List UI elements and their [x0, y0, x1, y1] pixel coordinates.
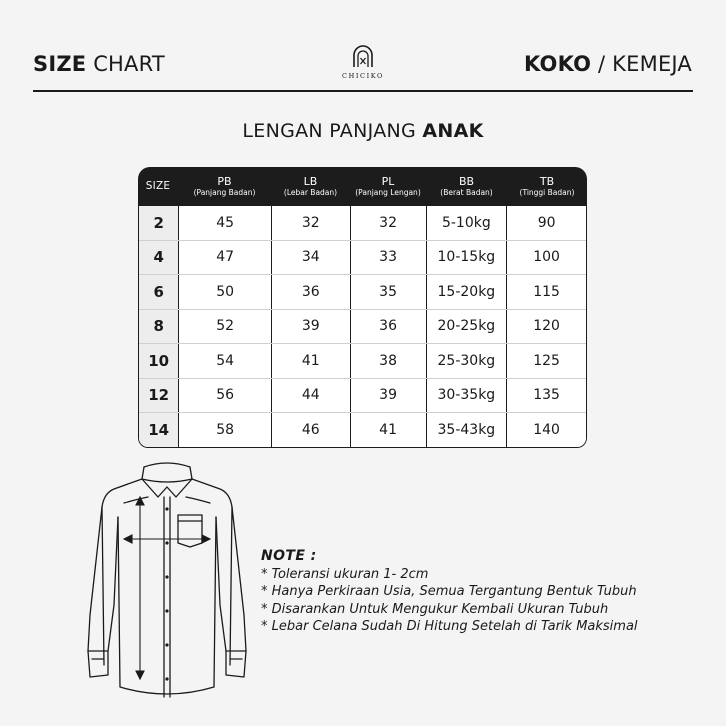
pl-cell: 32 — [351, 206, 427, 240]
note-title: NOTE : — [261, 548, 317, 564]
size-cell: 6 — [139, 275, 179, 309]
header-key: PL — [381, 175, 395, 189]
lb-cell: 32 — [272, 206, 351, 240]
lb-cell: 46 — [272, 413, 351, 447]
header-sub: (Lebar Badan) — [283, 187, 338, 197]
lb-cell: 44 — [272, 379, 351, 413]
bb-cell: 25-30kg — [427, 344, 508, 378]
table-body — [138, 206, 587, 448]
header-right-title — [524, 52, 692, 76]
header-key: PB — [217, 175, 232, 189]
header-lb — [271, 176, 350, 196]
size-cell: 14 — [139, 413, 179, 447]
header-pb — [178, 176, 271, 196]
bb-cell: 30-35kg — [427, 379, 508, 413]
header-divider — [33, 90, 693, 92]
header-left-rest: CHART — [86, 52, 165, 76]
tb-cell: 115 — [507, 275, 586, 309]
pl-cell: 39 — [351, 379, 427, 413]
chart-title-rest: LENGAN PANJANG — [242, 120, 423, 142]
table-header — [138, 167, 587, 206]
header-key: TB — [539, 175, 555, 189]
bb-cell: 10-15kg — [427, 241, 508, 275]
pl-cell: 35 — [351, 275, 427, 309]
pb-cell: 50 — [179, 275, 272, 309]
brand-name: CHICIKO — [342, 72, 384, 80]
header-sub: (Berat Badan) — [440, 187, 493, 197]
header-bb — [426, 176, 507, 196]
pb-cell: 52 — [179, 310, 272, 344]
pb-cell: 58 — [179, 413, 272, 447]
table-row — [139, 379, 586, 414]
size-cell: 2 — [139, 206, 179, 240]
table-row — [139, 206, 586, 241]
header-right-rest: / KEMEJA — [591, 52, 692, 76]
table-row — [139, 413, 586, 447]
size-table — [138, 167, 587, 448]
tb-cell: 140 — [507, 413, 586, 447]
size-cell: 8 — [139, 310, 179, 344]
lb-cell: 39 — [272, 310, 351, 344]
header-size: SIZE — [145, 179, 171, 192]
lb-cell: 34 — [272, 241, 351, 275]
table-row — [139, 241, 586, 276]
brand-logo — [336, 44, 390, 80]
note-section — [261, 548, 638, 635]
pl-cell: 33 — [351, 241, 427, 275]
header-left-bold: SIZE — [33, 52, 87, 76]
header-pl — [350, 176, 426, 196]
arch-monogram-icon — [351, 44, 375, 68]
bb-cell: 15-20kg — [427, 275, 508, 309]
size-cell: 12 — [139, 379, 179, 413]
tb-cell: 90 — [507, 206, 586, 240]
header-left-title — [33, 52, 165, 76]
pb-cell: 45 — [179, 206, 272, 240]
table-row — [139, 275, 586, 310]
header-tb — [507, 176, 587, 196]
pb-cell: 54 — [179, 344, 272, 378]
note-item: * Lebar Celana Sudah Di Hitung Setelah di Tarik Maksimal — [261, 618, 638, 634]
header-sub: (Tinggi Badan) — [519, 187, 575, 197]
pl-cell: 38 — [351, 344, 427, 378]
tb-cell: 135 — [507, 379, 586, 413]
chart-title-bold: ANAK — [422, 120, 484, 142]
header-sub: (Panjang Badan) — [193, 187, 256, 197]
size-cell: 4 — [139, 241, 179, 275]
pl-cell: 41 — [351, 413, 427, 447]
table-row — [139, 310, 586, 345]
bb-cell: 35-43kg — [427, 413, 508, 447]
header-key: LB — [303, 175, 318, 189]
tb-cell: 120 — [507, 310, 586, 344]
pb-cell: 47 — [179, 241, 272, 275]
note-item: * Hanya Perkiraan Usia, Semua Tergantung Bentuk Tubuh — [261, 584, 637, 600]
tb-cell: 100 — [507, 241, 586, 275]
tb-cell: 125 — [507, 344, 586, 378]
note-item: * Disarankan Untuk Mengukur Kembali Ukuran Tubuh — [261, 601, 609, 617]
header-sub: (Panjang Lengan) — [355, 187, 421, 197]
note-item: * Toleransi ukuran 1- 2cm — [261, 567, 429, 582]
size-cell: 10 — [139, 344, 179, 378]
lb-cell: 41 — [272, 344, 351, 378]
chart-title — [0, 120, 726, 142]
pb-cell: 56 — [179, 379, 272, 413]
header-key: BB — [458, 175, 475, 189]
table-row — [139, 344, 586, 379]
bb-cell: 5-10kg — [427, 206, 508, 240]
bb-cell: 20-25kg — [427, 310, 508, 344]
header-right-bold: KOKO — [523, 52, 592, 76]
pl-cell: 36 — [351, 310, 427, 344]
lb-cell: 36 — [272, 275, 351, 309]
long-sleeve-shirt-icon — [78, 455, 256, 705]
